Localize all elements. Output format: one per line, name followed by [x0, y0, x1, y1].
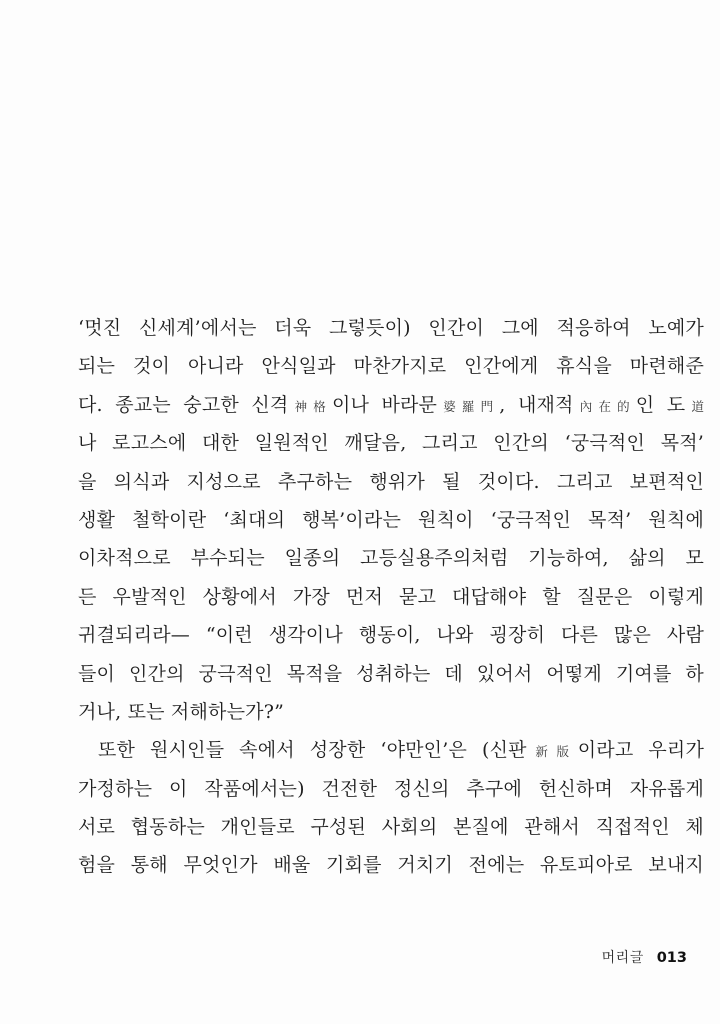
body-text-run: 거나, 또는 저해하는가?” — [78, 700, 285, 723]
body-text-run: 나 로고스에 대한 일원적인 깨달음, 그리고 인간의 ‘궁극적인 목적’ — [78, 432, 704, 455]
hanja-annotation: 道 — [685, 398, 704, 414]
body-text-run: 이차적으로 부수되는 일종의 고등실용주의처럼 기능하여, 삶의 모 — [78, 547, 704, 570]
body-text-run: 생활 철학이란 ‘최대의 행복’이라는 원칙이 ‘궁극적인 목적’ 원칙에 — [78, 508, 704, 531]
text-line — [78, 846, 704, 884]
footer-section-label: 머리글 — [601, 950, 644, 966]
body-text-run: 든 우발적인 상황에서 가장 먼저 묻고 대답해야 할 질문은 이렇게 — [78, 585, 704, 608]
page-footer — [602, 948, 687, 968]
hanja-annotation: 神格 — [288, 398, 332, 414]
text-line — [78, 539, 704, 577]
body-text-block — [78, 309, 704, 885]
body-text-run: 이라고 우리가 — [577, 739, 704, 762]
text-line — [78, 808, 704, 846]
text-line — [78, 578, 704, 616]
body-text-run: , 내재적 — [499, 393, 574, 416]
body-text-run: 들이 인간의 궁극적인 목적을 성취하는 데 있어서 어떻게 기여를 하 — [78, 662, 704, 685]
hanja-annotation: 新版 — [526, 744, 578, 760]
hanja-annotation: 內在的 — [573, 398, 636, 414]
text-line — [78, 731, 704, 769]
body-text-run: 서로 협동하는 개인들로 구성된 사회의 본질에 관해서 직접적인 체 — [78, 816, 704, 839]
text-line — [78, 463, 704, 501]
hanja-annotation: 婆羅門 — [437, 398, 500, 414]
text-line — [78, 347, 704, 385]
text-line — [78, 386, 704, 424]
text-line — [78, 655, 704, 693]
text-line — [78, 424, 704, 462]
text-line — [78, 501, 704, 539]
body-text-run: 되는 것이 아니라 안식일과 마찬가지로 인간에게 휴식을 마련해준 — [78, 355, 704, 378]
body-text-run: 귀결되리라— “이런 생각이나 행동이, 나와 굉장히 다른 많은 사람 — [78, 624, 704, 647]
body-text-run: ‘멋진 신세계’에서는 더욱 그렇듯이) 인간이 그에 적응하여 노예가 — [78, 317, 704, 339]
body-text-run: 또한 원시인들 속에서 성장한 ‘야만인’은 (신판 — [98, 739, 527, 762]
body-text-run: 다. 종교는 숭고한 신격 — [78, 393, 289, 416]
text-line — [78, 693, 704, 731]
body-text-run: 을 의식과 지성으로 추구하는 행위가 될 것이다. 그리고 보편적인 — [78, 470, 704, 493]
text-line — [78, 770, 704, 808]
body-text-run: 험을 통해 무엇인가 배울 기회를 거치기 전에는 유토피아로 보내지 — [78, 854, 704, 877]
body-text-run: 가정하는 이 작품에서는) 건전한 정신의 추구에 헌신하며 자유롭게 — [78, 777, 704, 800]
body-text-run: 이나 바라문 — [331, 393, 438, 416]
footer-page-number: 013 — [656, 950, 687, 966]
body-text-run: 인 도 — [635, 393, 686, 416]
text-line — [78, 309, 704, 347]
text-line — [78, 616, 704, 654]
